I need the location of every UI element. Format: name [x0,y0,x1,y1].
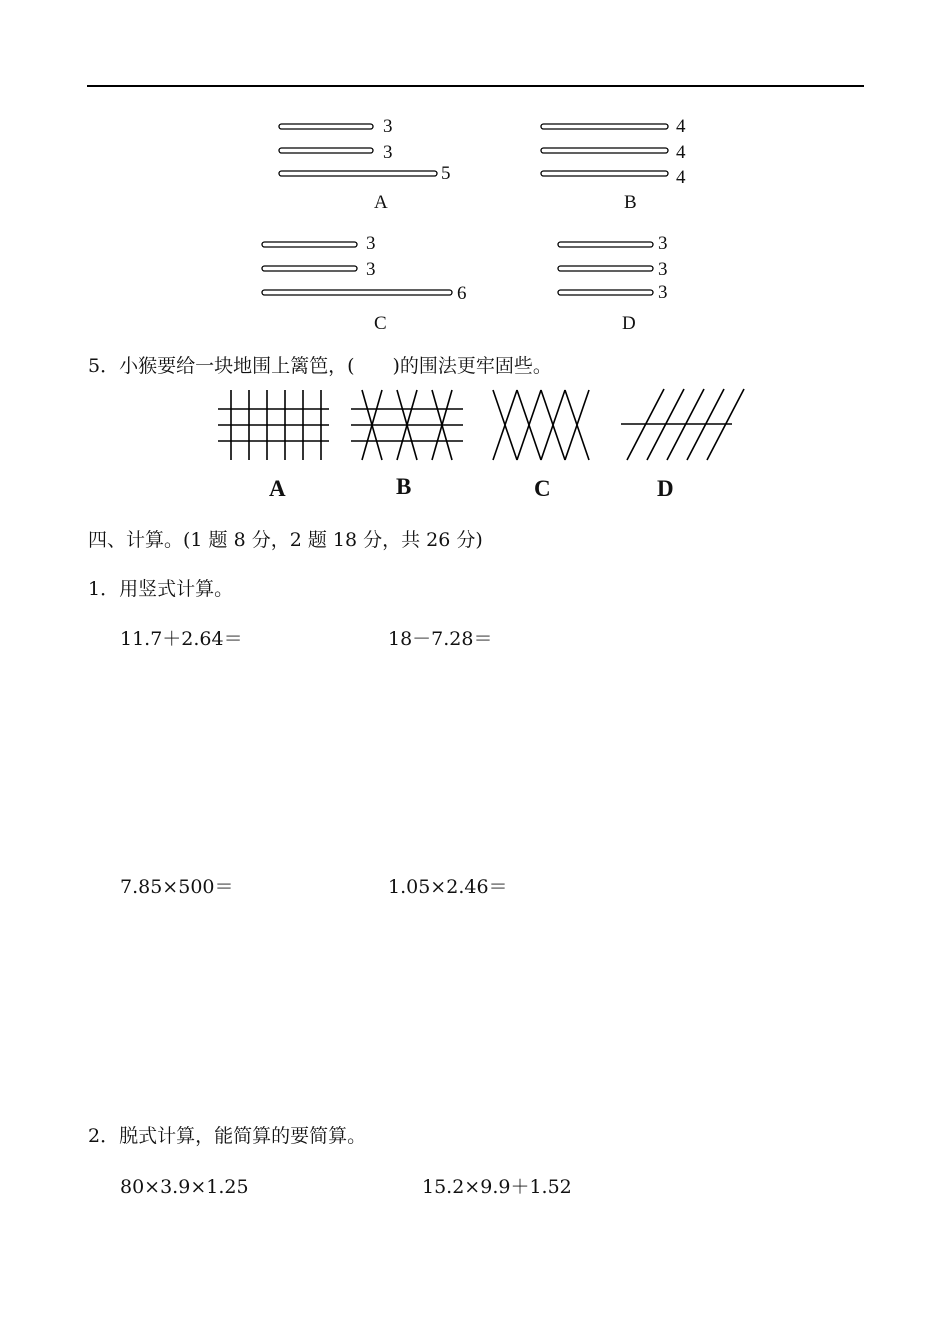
stick [558,266,653,271]
option-label-c: C [374,313,387,334]
section-4-title: 四、计算。(1 题 8 分，2 题 18 分，共 26 分) [88,529,483,551]
stick [279,171,437,176]
fence-d [621,389,744,460]
calc-problem: 80×3.9×1.25 [120,1176,249,1198]
stick [279,124,373,129]
question-5-text: 5．小猴要给一块地围上篱笆，( )的围法更牢固些。 [88,355,552,377]
stick-length: 3 [658,259,668,280]
option-d-sticks [558,242,653,295]
stick-length: 3 [366,233,376,254]
stick-length: 3 [383,142,393,163]
stick-length: 4 [676,116,686,137]
stick [262,242,357,247]
stick-length: 3 [658,233,668,254]
calc-problem: 15.2×9.9＋1.52 [422,1176,572,1198]
fence-c [493,390,589,460]
calc-problem: 11.7＋2.64＝ [120,628,243,650]
stick-length: 4 [676,142,686,163]
option-b-sticks [541,124,668,176]
stick-length: 4 [676,167,686,188]
stick [541,124,668,129]
calc-problem: 18－7.28＝ [388,628,493,650]
stick-length: 3 [658,282,668,303]
stick [262,290,452,295]
calc-problem: 7.85×500＝ [120,876,234,898]
stick [558,242,653,247]
option-c-sticks [262,242,452,295]
question-2-title: 2．脱式计算，能简算的要简算。 [88,1125,367,1147]
fence-label-b: B [396,474,412,499]
fence-b [351,390,463,460]
question-1-title: 1．用竖式计算。 [88,578,234,600]
stick-length: 5 [441,163,451,184]
stick-length: 3 [366,259,376,280]
stick [262,266,357,271]
option-label-a: A [374,192,388,213]
option-label-b: B [624,192,637,213]
fence-label-d: D [657,476,674,501]
option-label-d: D [622,313,636,334]
fence-a [218,390,329,460]
stick [541,148,668,153]
stick-length: 6 [457,283,467,304]
fence-label-a: A [269,476,286,501]
fence-label-c: C [534,476,551,501]
calc-problem: 1.05×2.46＝ [388,876,508,898]
stick-length: 3 [383,116,393,137]
stick [541,171,668,176]
stick [558,290,653,295]
option-a-sticks [279,124,437,176]
stick [279,148,373,153]
